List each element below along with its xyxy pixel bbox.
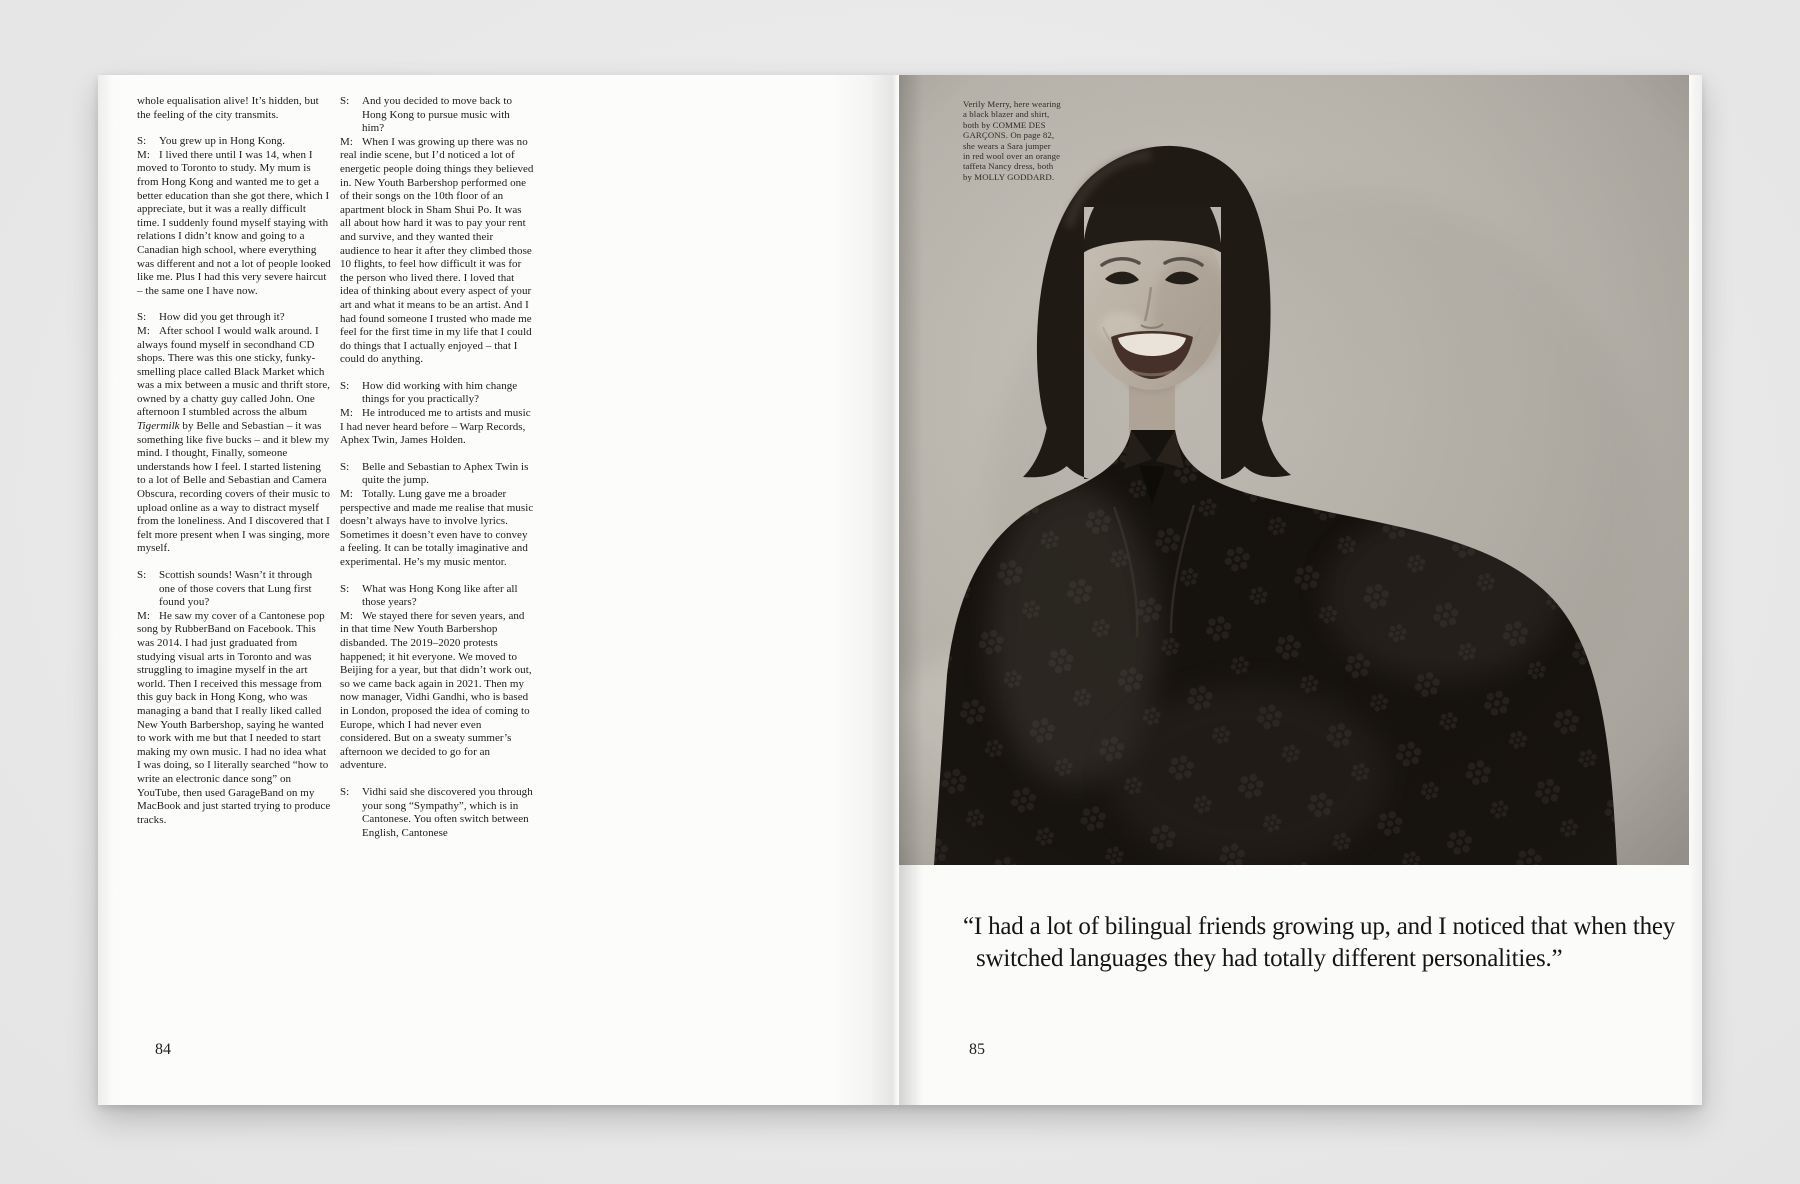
caption-line: a black blazer and shirt, <box>963 109 1050 120</box>
interview-column-1 <box>137 95 331 827</box>
caption-line: she wears a Sara jumper <box>963 140 1051 151</box>
interview-question: S: And you decided to move back to Hong Kong to pursue music with him? <box>340 95 513 135</box>
interview-question: S: How did you get through it? <box>137 311 285 324</box>
speaker-prefix: M: <box>340 407 353 420</box>
interview-column-2 <box>340 95 534 840</box>
pull-quote: “I had a lot of bilingual friends growing up, and I noticed that when they switched languages they had totally different personalities.” <box>963 913 1676 972</box>
caption-line: taffeta Nancy dress, both <box>963 161 1054 172</box>
interview-answer: M: After school I would walk around. I always found myself in secondhand CD shops. There was this one sticky, funky-smelling place called Black Market which was a mix between a music and thrift store, owned by a chatty guy called John. One afternoon I stumbled across the album Tigermilk by Belle and Sebastian – it was something like five bucks – and it blew my mind. I thought, Finally, someone understands how I feel. I started listening to a lot of Belle and Sebastian and Camera Obscura, recording covers of their music to upload online as a way to distract myself from the loneliness. And I discovered that I felt more present when I was singing, more myself. <box>137 324 331 555</box>
photo-credit-caption <box>963 99 1085 182</box>
interview-answer: M: He saw my cover of a Cantonese pop song by RubberBand on Facebook. This was 2014. I had just graduated from studying visual arts in Toronto and was struggling to imagine myself in the art world. Then I received this message from this guy back in Hong Kong, who was managing a band that I really liked called New Youth Barbershop, saying he wanted to work with me but that I needed to start making my own music. I had no idea what I was doing, so I literally searched “how to write an electronic dance song” on YouTube, then used GarageBand on my MacBook and just started trying to produce tracks. <box>137 609 331 826</box>
interview-answer: M: He introduced me to artists and music I had never heard before – Warp Records, Aphex Twin, James Holden. <box>340 407 531 447</box>
speaker-prefix: S: <box>137 569 147 581</box>
portrait-photo <box>899 75 1689 865</box>
caption-line: in red wool over an orange <box>963 151 1061 162</box>
speaker-prefix: M: <box>137 148 150 161</box>
speaker-prefix: M: <box>340 488 353 501</box>
page-84 <box>98 75 899 1105</box>
interview-question: S: How did working with him change things for you practically? <box>340 379 518 406</box>
portrait-photo-illustration <box>899 75 1689 865</box>
caption-line: both by COMME DES <box>963 119 1046 130</box>
page-85 <box>899 75 1702 1105</box>
speaker-prefix: S: <box>340 785 350 798</box>
caption-line: by MOLLY GODDARD. <box>963 171 1055 182</box>
caption-line: Verily Merry, here wearing <box>963 99 1061 109</box>
magazine-spread <box>98 75 1702 1105</box>
page-number-85: 85 <box>969 1041 985 1058</box>
interview-answer: M: Totally. Lung gave me a broader perspective and made me realise that music doesn’t always have to involve lyrics. Sometimes it doesn’t even have to convey a feeling. It can be totally imaginative and experimental. He’s my music mentor. <box>340 488 534 568</box>
speaker-prefix: S: <box>340 95 350 107</box>
speaker-prefix: S: <box>137 135 147 148</box>
body-paragraph: whole equalisation alive! It’s hidden, but the feeling of the city transmits. <box>137 95 319 121</box>
speaker-prefix: M: <box>137 609 150 622</box>
page-number-84: 84 <box>155 1041 171 1058</box>
caption-line: GARÇONS. On page 82, <box>963 130 1055 141</box>
interview-question: S: Belle and Sebastian to Aphex Twin is quite the jump. <box>340 460 529 487</box>
speaker-prefix: S: <box>340 582 350 595</box>
speaker-prefix: M: <box>340 135 353 148</box>
interview-question: S: You grew up in Hong Kong. <box>137 135 286 148</box>
speaker-prefix: S: <box>340 379 350 392</box>
interview-question: S: Vidhi said she discovered you through your song “Sympathy”, which is in Cantonese. You often switch between English, Cantonese <box>340 785 533 839</box>
speaker-prefix: S: <box>340 460 350 473</box>
interview-question: S: Scottish sounds! Wasn’t it through one of those covers that Lung first found you? <box>137 569 313 609</box>
speaker-prefix: M: <box>340 609 353 622</box>
interview-answer: M: I lived there until I was 14, when I moved to Toronto to study. My mum is from Hong Kong and wanted me to get a better education than she got there, which I appreciate, but it was a really difficult time. I suddenly found myself staying with relations I didn’t know and going to a Canadian high school, where everything was different and not a lot of people looked like me. Plus I had this very severe haircut – the same one I have now. <box>137 148 331 297</box>
speaker-prefix: S: <box>137 311 147 324</box>
interview-answer: M: When I was growing up there was no real indie scene, but I’d noticed a lot of energetic people doing things they believed in. New Youth Barbershop performed one of their songs on the 10th floor of an apartment block in Sham Shui Po. It was all about how hard it was to pay your rent and survive, and they wanted their audience to hear it after they climbed those 10 flights, to feel how difficult it was for the person who lived there. I loved that idea of thinking about every aspect of your art and what it means to be an artist. And I had found someone I trusted who made me feel for the first time in my life that I could do things that I actually enjoyed – that I could do anything. <box>340 135 534 366</box>
speaker-prefix: M: <box>137 324 150 337</box>
interview-answer: M: We stayed there for seven years, and in that time New Youth Barbershop disbanded. The 2019–2020 protests happened; it hit everyone. We moved to Beijing for a year, but that didn’t work out, so we came back again in 2021. Then my now manager, Vidhi Gandhi, who is based in London, proposed the idea of coming to Europe, which I had never even considered. But on a sweaty summer’s afternoon we decided to go for an adventure. <box>340 609 532 772</box>
interview-question: S: What was Hong Kong like after all those years? <box>340 582 518 609</box>
